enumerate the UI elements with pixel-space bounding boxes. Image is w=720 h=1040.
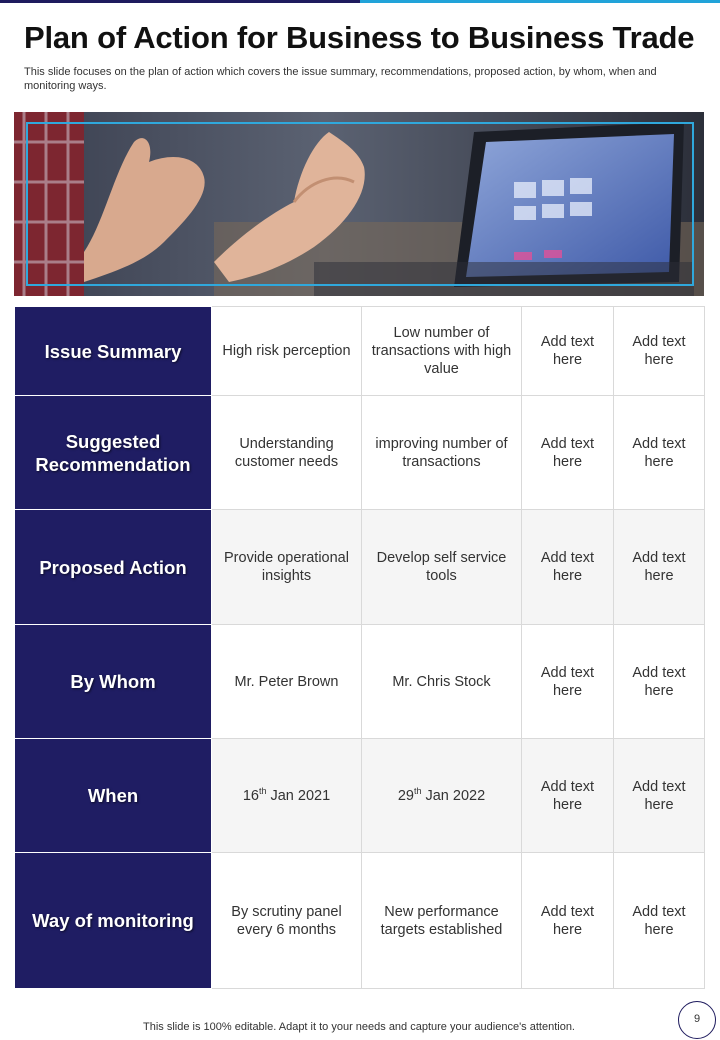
page-title: Plan of Action for Business to Business Trade — [24, 20, 695, 55]
table-cell: By scrutiny panel every 6 months — [212, 853, 362, 989]
table-cell: Mr. Peter Brown — [212, 625, 362, 739]
table-row-proposed-action — [15, 510, 705, 625]
row-label: Way of monitoring — [15, 853, 212, 989]
table-cell: Add text here — [614, 510, 705, 625]
date-ordinal: th — [258, 785, 267, 796]
row-label: Proposed Action — [15, 510, 212, 625]
table-cell: Add text here — [522, 307, 614, 396]
table-row-way-of-monitoring — [15, 853, 705, 989]
table-cell — [212, 739, 362, 853]
row-label: When — [15, 739, 212, 853]
date-day: 29 — [397, 787, 414, 804]
date-day: 16 — [242, 787, 259, 804]
table-cell: Develop self service tools — [362, 510, 522, 625]
table-cell — [362, 739, 522, 853]
table-cell: Add text here — [522, 853, 614, 989]
table-cell: Add text here — [522, 510, 614, 625]
row-label: Issue Summary — [15, 307, 212, 396]
table-cell: Low number of transactions with high value — [362, 307, 522, 396]
table-cell: Add text here — [522, 396, 614, 510]
action-plan-table — [14, 306, 705, 989]
table-cell: Add text here — [614, 396, 705, 510]
table-cell: Add text here — [614, 307, 705, 396]
table-cell: High risk perception — [212, 307, 362, 396]
photo-frame — [26, 122, 694, 286]
top-accent-bar-light — [360, 0, 720, 3]
row-label: By Whom — [15, 625, 212, 739]
table-cell: Understanding customer needs — [212, 396, 362, 510]
page-number: 9 — [678, 1001, 716, 1039]
table-cell: New performance targets established — [362, 853, 522, 989]
table-cell: Add text here — [614, 625, 705, 739]
business-meeting-photo — [14, 112, 704, 296]
row-label: Suggested Recommendation — [15, 396, 212, 510]
table-row-suggested-recommendation — [15, 396, 705, 510]
date-rest: Jan 2021 — [266, 787, 331, 804]
table-cell: Add text here — [522, 625, 614, 739]
table-cell: Add text here — [614, 739, 705, 853]
table-cell: Mr. Chris Stock — [362, 625, 522, 739]
page-subtitle: This slide focuses on the plan of action which covers the issue summary, recommendations, proposed action, by whom, when and monitoring ways. — [24, 66, 657, 92]
footer-note: This slide is 100% editable. Adapt it to your needs and capture your audience's attention. — [143, 1021, 575, 1033]
date-rest: Jan 2022 — [421, 787, 486, 804]
table-row-when — [15, 739, 705, 853]
table-cell: Add text here — [614, 853, 705, 989]
table-row-issue-summary — [15, 307, 705, 396]
date-ordinal: th — [413, 785, 422, 796]
table-row-by-whom — [15, 625, 705, 739]
table-cell: improving number of transactions — [362, 396, 522, 510]
table-cell: Add text here — [522, 739, 614, 853]
top-accent-bar-dark — [0, 0, 360, 3]
table-cell: Provide operational insights — [212, 510, 362, 625]
